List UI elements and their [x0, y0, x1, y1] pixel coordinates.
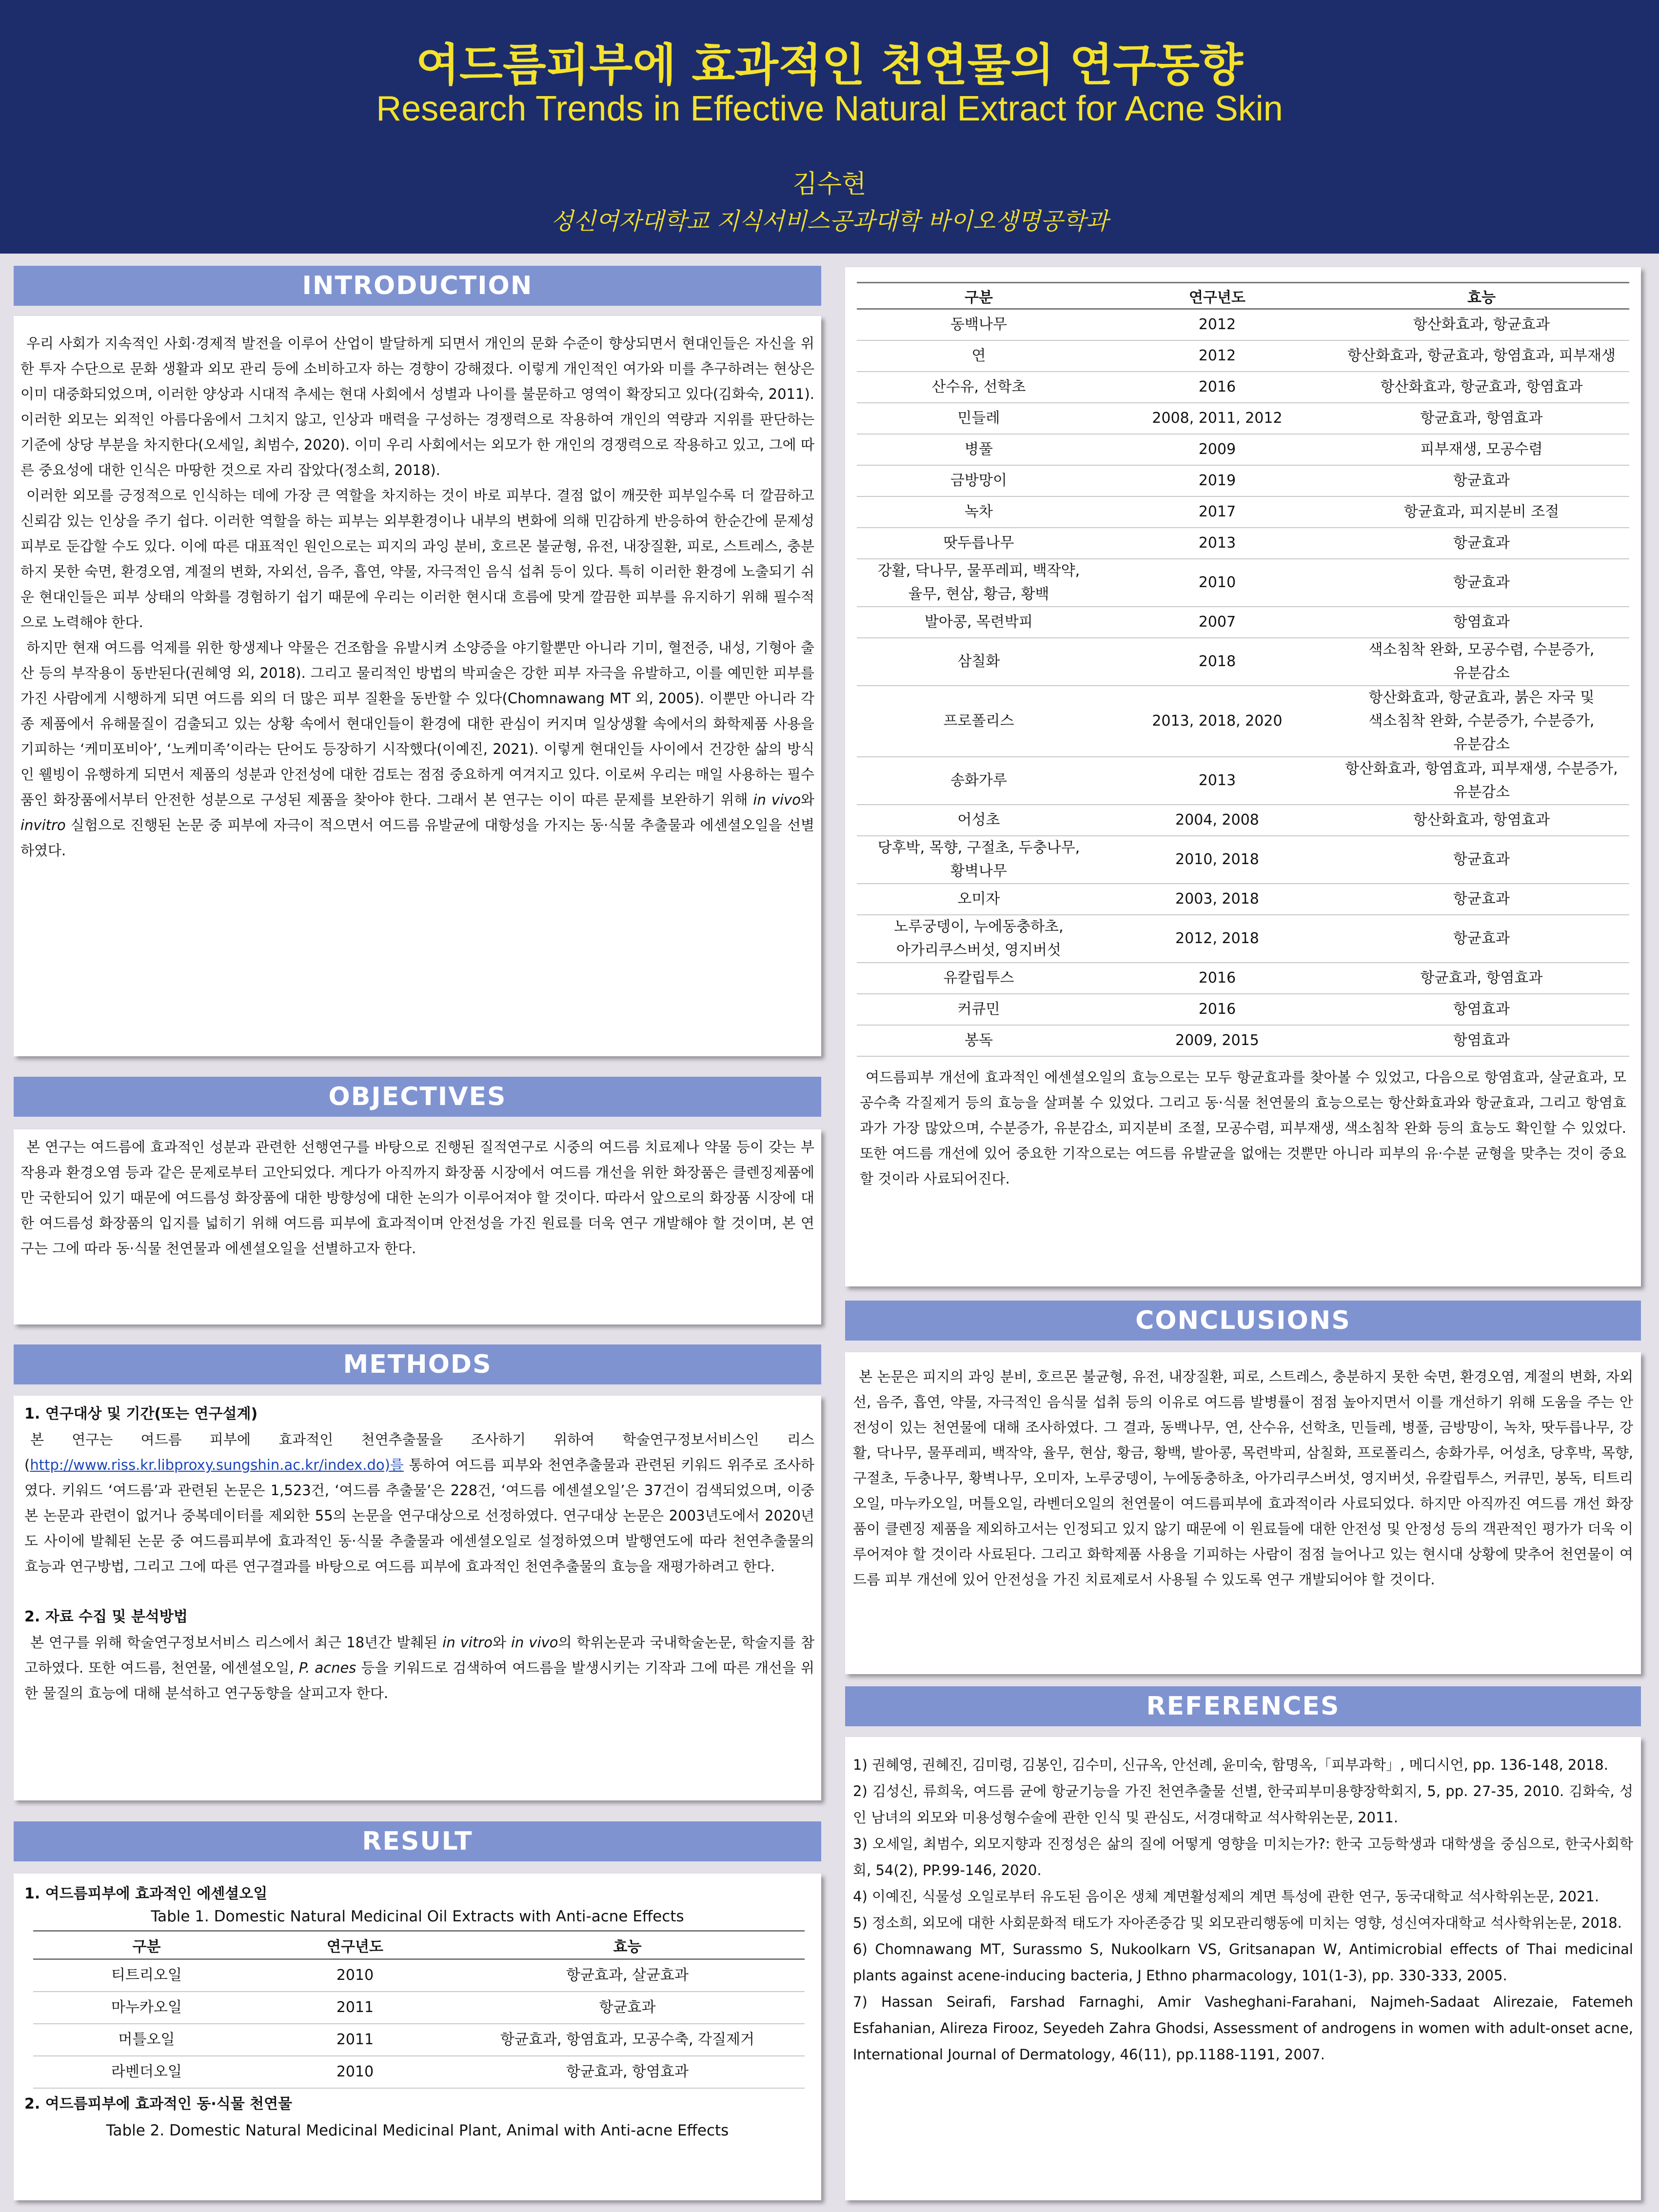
table2-row: [857, 559, 1629, 607]
introduction-heading: INTRODUCTION: [14, 266, 821, 306]
table2-category-cell: 어성초: [857, 805, 1101, 836]
table2-category-cell: 병풀: [857, 434, 1101, 465]
table2-effect-cell: 항균효과: [1334, 915, 1629, 963]
poster-title-korean: 여드름피부에 효과적인 천연물의 연구동향: [416, 39, 1243, 91]
intro-paragraph-2: 이러한 외모를 긍정적으로 인식하는 데에 가장 큰 역할을 차지하는 것이 바로 피부다. 결점 없이 깨끗한 피부일수록 더 깔끔하고 신뢰감 있는 인상을 주기 쉽다. 이러한 역할을 하는 피부는 외부환경이나 내부의 변화에 의해 민감하게 반응하여 한순간에 문제성 피부로 둔갑할 수도 있다. 이에 따른 대표적인 원인으로는 피지의 과잉 분비, 호르몬 불균형, 유전, 내장질환, 피로, 스트레스, 충분하지 못한 숙면, 환경오염, 계절의 변화, 자외선, 음주, 흡연, 약물, 자극적인 음식 섭취 등이 있다. 특히 이러한 환경에 노출되기 쉬운 현대인들은 피부 상태의 악화를 경험하기 쉽기 때문에 우리는 이러한 현시대 흐름에 맞게 깔끔한 피부를 유지하기 위해 필수적으로 노력해야 한다.: [20, 487, 814, 631]
table2-row: [857, 884, 1629, 915]
methods-heading: METHODS: [14, 1344, 821, 1384]
reference-item: 1) 권혜영, 권혜진, 김미령, 김봉인, 김수미, 신규옥, 안선례, 윤미숙, 함명옥,「피부과학」, 메디시언, pp. 136-148, 2018.: [853, 1757, 1608, 1773]
table2-row: [857, 836, 1629, 884]
table2-row: [857, 757, 1629, 805]
table2-header-year: 연구년도: [1189, 289, 1245, 306]
table2-category-cell: 강활, 닥나무, 물푸레피, 백작약, 율무, 현삼, 황금, 황백: [857, 559, 1101, 607]
table2-category-cell: 동백나무: [857, 309, 1101, 340]
table1-header-category: 구분: [132, 1938, 161, 1955]
table2-category-cell: 연: [857, 340, 1101, 372]
table2-year-cell: 2008, 2011, 2012: [1101, 403, 1334, 434]
table2-effect-cell: 항균효과: [1334, 559, 1629, 607]
conclusions-paragraph: 본 논문은 피지의 과잉 분비, 호르몬 불균형, 유전, 내장질환, 피로, 스트레스, 충분하지 못한 숙면, 환경오염, 계절의 변화, 자외선, 음주, 흡연, 약물, 자극적인 음식물 섭취 등의 이유로 여드름 발병률이 점점 높아지면서 이를 개선하기 위해 도움을 주는 안전성이 있는 천연물에 대해 조사하였다. 그 결과, 동백나무, 연, 산수유, 선학초, 민들레, 병풀, 금방망이, 녹차, 땃두릅나무, 강활, 닥나무, 물푸레피, 백작약, 율무, 현삼, 황금, 황백, 발아콩, 목련박피, 삼칠화, 프로폴리스, 송화가루, 어성초, 당후박, 목향, 구절초, 두충나무, 황벽나무, 오미자, 노루궁뎅이, 누에동충하초, 아가리쿠스버섯, 영지버섯, 유칼립투스, 커큐민, 봉독, 티트리오일, 마누카오일, 머틀오일, 라벤더오일의 천연물이 여드름피부에 효과적이라 사료되었다. 하지만 아직까진 여드름 개선 화장품이 클렌징 제품을 제외하고서는 인정되고 있지 않기 때문에 이 원료들에 대한 안전성 및 안정성 등의 객관적인 평가가 더욱 이루어져야 할 것이라 사료된다. 그리고 화학제품 사용을 기피하는 사람이 점점 늘어나고 있는 현시대 상황에 맞추어 천연물이 여드름 피부 개선에 있어 안전성을 가진 치료제로서 사용될 수 있도록 연구 개발되어야 할 것이다.: [853, 1368, 1633, 1588]
table2-category-cell: 커큐민: [857, 994, 1101, 1025]
table2-header-category: 구분: [965, 289, 993, 306]
table2-effect-cell: 항산화효과, 항염효과, 피부재생, 수분증가, 유분감소: [1334, 757, 1629, 805]
table1-year-cell: 2011: [260, 1992, 450, 2024]
table2-row: [857, 638, 1629, 686]
table2-category-cell: 민들레: [857, 403, 1101, 434]
table1-effect-cell: 항균효과, 항염효과, 모공수축, 각질제거: [450, 2024, 805, 2056]
table2-row: [857, 805, 1629, 836]
table2-effect-cell: 색소침착 완화, 모공수렴, 수분증가, 유분감소: [1334, 638, 1629, 686]
table2-category-cell: 송화가루: [857, 757, 1101, 805]
table1-header-effect: 효능: [613, 1938, 642, 1955]
table1-effect-cell: 항균효과, 항염효과: [450, 2056, 805, 2088]
table2-effect-cell: 항균효과, 항염효과: [1334, 403, 1629, 434]
methods-subheading-2: 2. 자료 수집 및 분석방법: [24, 1608, 188, 1625]
table2-effect-cell: 항균효과: [1334, 465, 1629, 496]
essential-oil-table: [33, 1930, 805, 2089]
reference-item: 3) 오세일, 최범수, 외모지향과 진정성은 삶의 질에 어떻게 영향을 미치는가?: 한국 고등학생과 대학생을 중심으로, 한국사회학회, 54(2), PP.99-146, 2020.: [853, 1836, 1633, 1878]
table1-header-year: 연구년도: [327, 1938, 383, 1955]
table2-caption: Table 2. Domestic Natural Medicinal Medicinal Plant, Animal with Anti-acne Effects: [106, 2121, 729, 2139]
methods-box: [14, 1396, 821, 1800]
table2-year-cell: 2012: [1101, 340, 1334, 372]
table2-category-cell: 프로폴리스: [857, 686, 1101, 757]
table2-summary: 여드름피부 개선에 효과적인 에센셜오일의 효능으로는 모두 항균효과를 찾아볼 수 있었고, 다음으로 항염효과, 살균효과, 모공수축 각질제거 등의 효능을 살펴볼 수 있었다. 그리고 동·식물 천연물의 효능으로는 항산화효과와 항균효과, 그리고 항염효과가 가장 많았으며, 수분증가, 유분감소, 피지분비 조절, 모공수렴, 피부재생, 색소침착 완화 등의 효능도 확인할 수 있었다. 또한 여드름 개선에 있어 중요한 기작으로는 여드름 유발균을 없애는 것뿐만 아니라 피부의 유·수분 균형을 맞추는 것이 중요할 것이라 사료되어진다.: [860, 1068, 1626, 1187]
table2-category-cell: 봉독: [857, 1025, 1101, 1056]
table2-category-cell: 노루궁뎅이, 누에동충하초, 아가리쿠스버섯, 영지버섯: [857, 915, 1101, 963]
table1-category-cell: 마누카오일: [33, 1992, 260, 2024]
table2-year-cell: 2013: [1101, 757, 1334, 805]
table2-row: [857, 309, 1629, 340]
table1-row: [33, 1959, 805, 1992]
methods-subheading-1: 1. 연구대상 및 기간(또는 연구설계): [24, 1405, 258, 1422]
table2-effect-cell: 항산화효과, 항염효과: [1334, 805, 1629, 836]
table1-caption: Table 1. Domestic Natural Medicinal Oil Extracts with Anti-acne Effects: [151, 1908, 684, 1925]
table1-year-cell: 2010: [260, 1959, 450, 1992]
table2-year-cell: 2004, 2008: [1101, 805, 1334, 836]
conclusions-box: [845, 1352, 1641, 1674]
table2-effect-cell: 항산화효과, 항균효과, 붉은 자국 및 색소침착 완화, 수분증가, 수분증가, 유분감소: [1334, 686, 1629, 757]
table2-year-cell: 2013: [1101, 528, 1334, 559]
riss-link[interactable]: http://www.riss.kr.libproxy.sungshin.ac.kr/index.do)를: [30, 1457, 404, 1473]
poster-header: [0, 0, 1659, 254]
plant-animal-table: [857, 282, 1629, 1057]
table2-row: [857, 465, 1629, 496]
table2-year-cell: 2016: [1101, 372, 1334, 403]
table2-year-cell: 2016: [1101, 994, 1334, 1025]
table2-effect-cell: 항균효과: [1334, 528, 1629, 559]
table2-row: [857, 372, 1629, 403]
references-box: [845, 1737, 1641, 2200]
references-heading: REFERENCES: [845, 1686, 1641, 1726]
table2-effect-cell: 항염효과: [1334, 1025, 1629, 1056]
table2-category-cell: 녹차: [857, 496, 1101, 528]
table2-row: [857, 340, 1629, 372]
table2-category-cell: 당후박, 목향, 구절초, 두충나무, 황벽나무: [857, 836, 1101, 884]
table1-category-cell: 라벤더오일: [33, 2056, 260, 2088]
table1-effect-cell: 항균효과, 살균효과: [450, 1959, 805, 1992]
table2-row: [857, 994, 1629, 1025]
table2-effect-cell: 항균효과: [1334, 884, 1629, 915]
table2-year-cell: 2009: [1101, 434, 1334, 465]
author-affiliation: 성신여자대학교 지식서비스공과대학 바이오생명공학과: [551, 208, 1108, 235]
table2-row: [857, 434, 1629, 465]
table2-box: [845, 267, 1641, 1286]
table2-year-cell: 2010: [1101, 559, 1334, 607]
result-subheading-2: 2. 여드름피부에 효과적인 동·식물 천연물: [24, 2095, 293, 2113]
table2-category-cell: 삼칠화: [857, 638, 1101, 686]
table2-effect-cell: 항균효과: [1334, 836, 1629, 884]
table2-row: [857, 915, 1629, 963]
result-subheading-1: 1. 여드름피부에 효과적인 에센셜오일: [24, 1885, 268, 1902]
introduction-box: [14, 316, 821, 1056]
table2-year-cell: 2007: [1101, 607, 1334, 638]
table2-effect-cell: 항산화효과, 항균효과, 항염효과: [1334, 372, 1629, 403]
table2-row: [857, 403, 1629, 434]
table1-year-cell: 2011: [260, 2024, 450, 2056]
table2-effect-cell: 항산화효과, 항균효과, 항염효과, 피부재생: [1334, 340, 1629, 372]
objectives-heading: OBJECTIVES: [14, 1077, 821, 1117]
table2-category-cell: 산수유, 선학초: [857, 372, 1101, 403]
reference-list: [853, 1752, 1633, 2068]
table2-year-cell: 2009, 2015: [1101, 1025, 1334, 1056]
table2-year-cell: 2019: [1101, 465, 1334, 496]
objectives-paragraph: 본 연구는 여드름에 효과적인 성분과 관련한 선행연구를 바탕으로 진행된 질적연구로 시중의 여드름 치료제나 약물 등이 갖는 부작용과 환경오염 등과 같은 문제로부터 고안되었다. 게다가 아직까지 화장품 시장에서 여드름 개선을 위한 화장품은 클렌징제품에만 국한되어 있기 때문에 여드름성 화장품에 대한 방향성에 대한 논의가 이루어져야 할 것이다. 따라서 앞으로의 화장품 시장에 대한 여드름성 화장품의 입지를 넓히기 위해 여드름 피부에 효과적이며 안전성을 가진 원료를 더욱 연구 개발해야 할 것이며, 본 연구는 그에 따라 동·식물 천연물과 에센셜오일을 선별하고자 한다.: [20, 1139, 814, 1257]
table2-row: [857, 528, 1629, 559]
table2-year-cell: 2016: [1101, 963, 1334, 994]
table1-effect-cell: 항균효과: [450, 1992, 805, 2024]
table2-effect-cell: 항염효과: [1334, 994, 1629, 1025]
table2-effect-cell: 항균효과, 항염효과: [1334, 963, 1629, 994]
table1-row: [33, 2024, 805, 2056]
conclusions-heading: CONCLUSIONS: [845, 1301, 1641, 1341]
table2-row: [857, 686, 1629, 757]
table2-category-cell: 발아콩, 목련박피: [857, 607, 1101, 638]
table2-year-cell: 2012: [1101, 309, 1334, 340]
table1-row: [33, 1992, 805, 2024]
table2-effect-cell: 피부재생, 모공수렴: [1334, 434, 1629, 465]
table2-header-effect: 효능: [1467, 289, 1496, 306]
table2-year-cell: 2017: [1101, 496, 1334, 528]
intro-paragraph-3: 하지만 현재 여드름 억제를 위한 항생제나 약물은 건조함을 유발시켜 소양증을 야기할뿐만 아니라 기미, 혈전증, 내성, 기형아 출산 등의 부작용이 동반된다(권혜영 외, 2018). 그리고 물리적인 방법의 박피술은 강한 피부 자극을 유발하고, 이를 예민한 피부를 가진 사람에게 시행하게 되면 여드름 외의 더 많은 피부 질환을 동반할 수 있다(Chomnawang MT 외, 2005). 이뿐만 아니라 각종 제품에서 유해물질이 검출되고 있는 상황 속에서 현대인들이 환경에 대한 관심이 커지며 일상생활 속에서의 화학제품 사용을 기피하는 ‘케미포비아’, ‘노케미족’이라는 단어도 등장하기 시작했다(이예진, 2021). 이렇게 현대인들 사이에서 건강한 삶의 방식인 웰빙이 유행하게 되면서 제품의 성분과 안전성에 대한 검토는 점점 중요하게 여겨지고 있다. 이로써 우리는 매일 사용하는 필수품인 화장품에서부터 안전한 성분으로 구성된 제품을 찾아야 한다. 그래서 본 연구는 이이 따른 문제를 보완하기 위해 in vivo와 invitro 실험으로 진행된 논문 중 피부에 자극이 적으면서 여드름 유발균에 대항성을 가지는 동·식물 추출물과 에센셜오일을 선별하였다.: [20, 639, 814, 859]
author-name: 김수현: [792, 170, 867, 199]
methods-paragraph-1: 본 연구는 여드름 피부에 효과적인 천연추출물을 조사하기 위하여 학술연구정보서비스인 리스(http://www.riss.kr.libproxy.sungshin.ac.kr/index.do)를 통하여 여드름 피부와 천연추출물과 관련된 키워드 위주로 조사하였다. 키워드 ‘여드름’과 관련된 논문은 1,523건, ‘여드름 추출물’은 228건, ‘여드름 에센셜오일’은 37건이 검색되었으며, 이중 본 논문과 관련이 없거나 중복데이터를 제외한 55의 논문을 연구대상으로 선정하였다. 연구대상 논문은 2003년도에서 2020년도 사이에 발췌된 논문 중 여드름피부에 효과적인 동·식물 추출물과 에센셜오일로 설정하였으며 발행연도에 따라 천연추출물의 효능과 연구방법, 그리고 그에 따른 연구결과를 바탕으로 여드름 피부에 효과적인 천연추출물의 효능을 재평가하려고 한다.: [24, 1431, 814, 1575]
table2-year-cell: 2018: [1101, 638, 1334, 686]
table2-row: [857, 607, 1629, 638]
result-heading: RESULT: [14, 1821, 821, 1861]
table1-year-cell: 2010: [260, 2056, 450, 2088]
table2-year-cell: 2013, 2018, 2020: [1101, 686, 1334, 757]
table2-year-cell: 2010, 2018: [1101, 836, 1334, 884]
table2-category-cell: 오미자: [857, 884, 1101, 915]
objectives-box: [14, 1129, 821, 1324]
methods-paragraph-2: 본 연구를 위해 학술연구정보서비스 리스에서 최근 18년간 발췌된 in vitro와 in vivo의 학위논문과 국내학술논문, 학술지를 참고하였다. 또한 여드름, 천연물, 에센셜오일, P. acnes 등을 키워드로 검색하여 여드름을 발생시키는 기작과 그에 따른 개선을 위한 물질의 효능에 대해 분석하고 연구동향을 살피고자 한다.: [24, 1634, 815, 1701]
intro-paragraph-1: 우리 사회가 지속적인 사회·경제적 발전을 이루어 산업이 발달하게 되면서 개인의 문화 수준이 향상되면서 현대인들은 자신을 위한 투자 수단으로 문화 생활과 외모 관리 등에 소비하고자 하는 경향이 강해졌다. 이렇게 개인적인 여가와 미를 추구하려는 현상은 이미 대중화되었으며, 이러한 양상과 시대적 추세는 현대 사회에서 성별과 나이를 불문하고 영역이 확장되고 있다(김화숙, 2011). 이러한 외모는 외적인 아름다움에서 그치지 않고, 인상과 매력을 구성하는 경쟁력으로 작용하여 개인의 역량과 지위를 판단하는 기준에 상당 부분을 차지한다(오세일, 최범수, 2020). 이미 우리 사회에서는 외모가 한 개인의 경쟁력으로 작용하고 있고, 그에 따른 중요성에 대한 인식은 마땅한 것으로 자리 잡았다(정소희, 2018).: [20, 335, 814, 478]
table1-category-cell: 티트리오일: [33, 1959, 260, 1992]
table2-row: [857, 496, 1629, 528]
table1-row: [33, 2056, 805, 2088]
reference-item: 2) 김성신, 류희욱, 여드름 균에 항균기능을 가진 천연추출물 선별, 한국피부미용향장학회지, 5, pp. 27-35, 2010. 김화숙, 성인 남녀의 외모와 미용성형수술에 관한 인식 및 관심도, 서경대학교 석사학위논문, 2011.: [853, 1783, 1633, 1826]
poster-title-english: Research Trends in Effective Natural Extract for Acne Skin: [376, 89, 1283, 128]
reference-item: 7) Hassan Seirafi, Farshad Farnaghi, Amir Vasheghani-Farahani, Najmeh-Sadaat Alirezaie, Fatemeh Esfahanian, Alireza Firooz, Seyedeh Zahra Ghodsi, Assessment of androgens in women with adult-onset acne, International Journal of Dermatology, 46(11), pp.1188-1191, 2007.: [853, 1994, 1633, 2063]
table2-row: [857, 1025, 1629, 1056]
reference-item: 6) Chomnawang MT, Surassmo S, Nukoolkarn VS, Gritsanapan W, Antimicrobial effects of Thai medicinal plants against acene-inducing bacteria, J Ethno pharmacology, 101(1-3), pp. 330-333, 2005.: [853, 1941, 1633, 1984]
table2-category-cell: 금방망이: [857, 465, 1101, 496]
table2-row: [857, 963, 1629, 994]
table2-year-cell: 2003, 2018: [1101, 884, 1334, 915]
table2-category-cell: 땃두릅나무: [857, 528, 1101, 559]
reference-item: 5) 정소희, 외모에 대한 사회문화적 태도가 자아존중감 및 외모관리행동에 미치는 영향, 성신여자대학교 석사학위논문, 2018.: [853, 1915, 1622, 1931]
table1-category-cell: 머틀오일: [33, 2024, 260, 2056]
result-box: [14, 1874, 821, 2200]
table2-effect-cell: 항산화효과, 항균효과: [1334, 309, 1629, 340]
table2-year-cell: 2012, 2018: [1101, 915, 1334, 963]
table2-effect-cell: 항염효과: [1334, 607, 1629, 638]
table2-effect-cell: 항균효과, 피지분비 조절: [1334, 496, 1629, 528]
table2-category-cell: 유칼립투스: [857, 963, 1101, 994]
reference-item: 4) 이예진, 식물성 오일로부터 유도된 음이온 생체 계면활성제의 계면 특성에 관한 연구, 동국대학교 석사학위논문, 2021.: [853, 1888, 1600, 1905]
